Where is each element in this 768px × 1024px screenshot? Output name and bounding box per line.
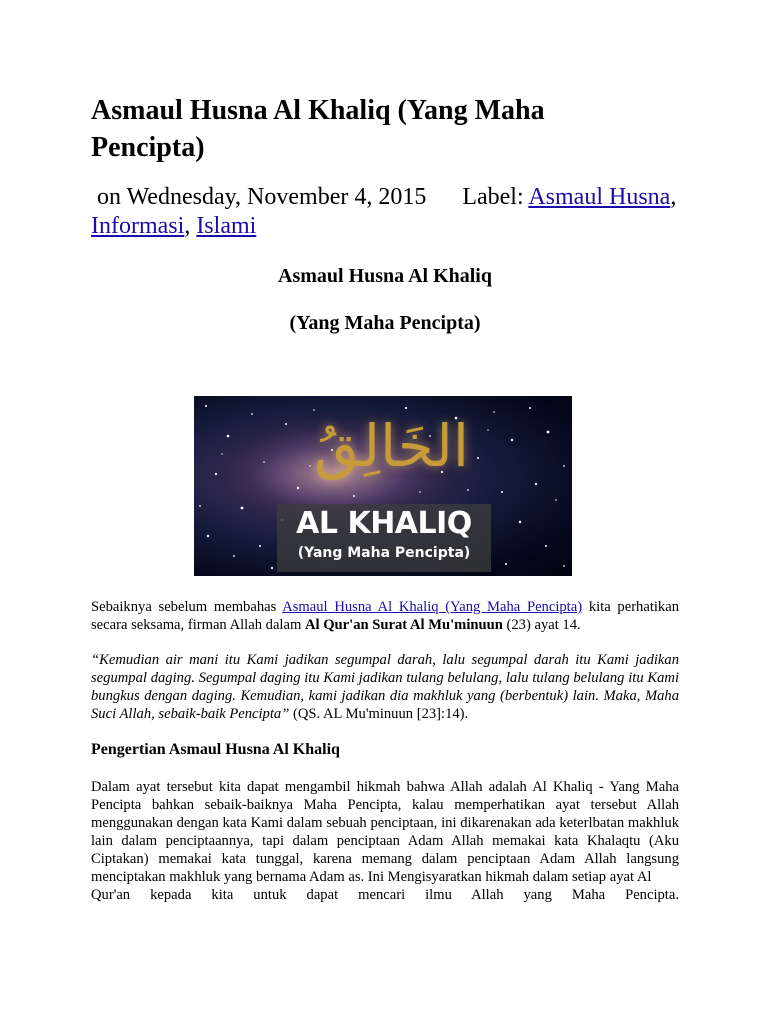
label-heading: Label:: [462, 184, 524, 210]
date-prefix: on: [97, 184, 121, 210]
image-banner: [277, 504, 491, 572]
intro-paragraph: [91, 598, 679, 634]
post-title: Asmaul Husna Al Khaliq (Yang Maha Pencipta): [91, 95, 545, 163]
article-subtitle-meaning: (Yang Maha Pencipta): [289, 312, 481, 334]
image-banner-title: AL KHALIQ: [296, 506, 472, 541]
intro-text: Sebaiknya sebelum membahas: [91, 599, 277, 615]
body-text: Dalam ayat tersebut kita dapat mengambil hikmah bahwa Allah adalah Al Khaliq - Yang Maha Pencipta bahkan sebaik-baiknya Maha Pencipta, kalau memperhatikan ayat tersebut Allah menggunakan dengan kata Kami dalam sebuah penciptaan, ini dikarenakan ada keterlbatan makhluk lain dalam penciptaannya, tapi dalam penciptaan Adam Allah memakai kata Khalaqtu (Aku Ciptakan) memakai kata tunggal, karena memang dalam penciptaan Adam Allah langsung menciptakan makhluk yang bernama Adam as. Ini Mengisyaratkan hikmah dalam setiap ayat Al: [91, 779, 679, 885]
label-separator: ,: [184, 213, 191, 239]
image-banner-subtitle: (Yang Maha Pencipta): [297, 545, 471, 561]
article-link[interactable]: Asmaul Husna Al Khaliq (Yang Maha Pencipta): [282, 599, 583, 615]
al-khaliq-image: [194, 396, 572, 576]
surah-reference: Al Qur'an Surat Al Mu'minuun: [304, 617, 503, 633]
article-subtitle: Asmaul Husna Al Khaliq: [278, 265, 492, 287]
body-paragraph: [91, 778, 679, 904]
section-heading: Pengertian Asmaul Husna Al Khaliq: [91, 741, 340, 758]
quote-close-mark: ”: [281, 706, 290, 722]
label-link-informasi[interactable]: Informasi: [91, 213, 185, 239]
quote-reference: (QS. AL Mu'minuun [23]:14).: [293, 706, 469, 722]
post-meta: [91, 183, 679, 241]
intro-text: kita perhatikan secara seksama, firman Allah dalam: [91, 599, 680, 633]
label-link-islami[interactable]: Islami: [196, 213, 257, 239]
arabic-calligraphy: الخَالِقُ: [314, 412, 469, 480]
quote-open-mark: “: [91, 652, 100, 668]
body-last-line: Qur'an kepada kita untuk dapat mencari ilmu Allah yang Maha Pencipta.: [91, 887, 679, 903]
intro-text: (23) ayat 14.: [506, 617, 581, 633]
label-link-asmaul-husna[interactable]: Asmaul Husna: [528, 184, 671, 210]
quran-quote: [91, 651, 679, 723]
post-date: Wednesday, November 4, 2015: [126, 184, 427, 210]
quote-text: Kemudian air mani itu Kami jadikan segumpal darah, lalu segumpal darah itu Kami jadikan segumpal daging. Segumpal daging itu Kami jadikan tulang belulang, lalu tulang belulang itu Kami bungkus dengan daging. Kemudian, kami jadikan dia makhluk yang (berbentuk) lain. Maka, Maha Suci Allah, sebaik-baik Pencipta: [91, 652, 679, 722]
label-separator: ,: [670, 184, 677, 210]
